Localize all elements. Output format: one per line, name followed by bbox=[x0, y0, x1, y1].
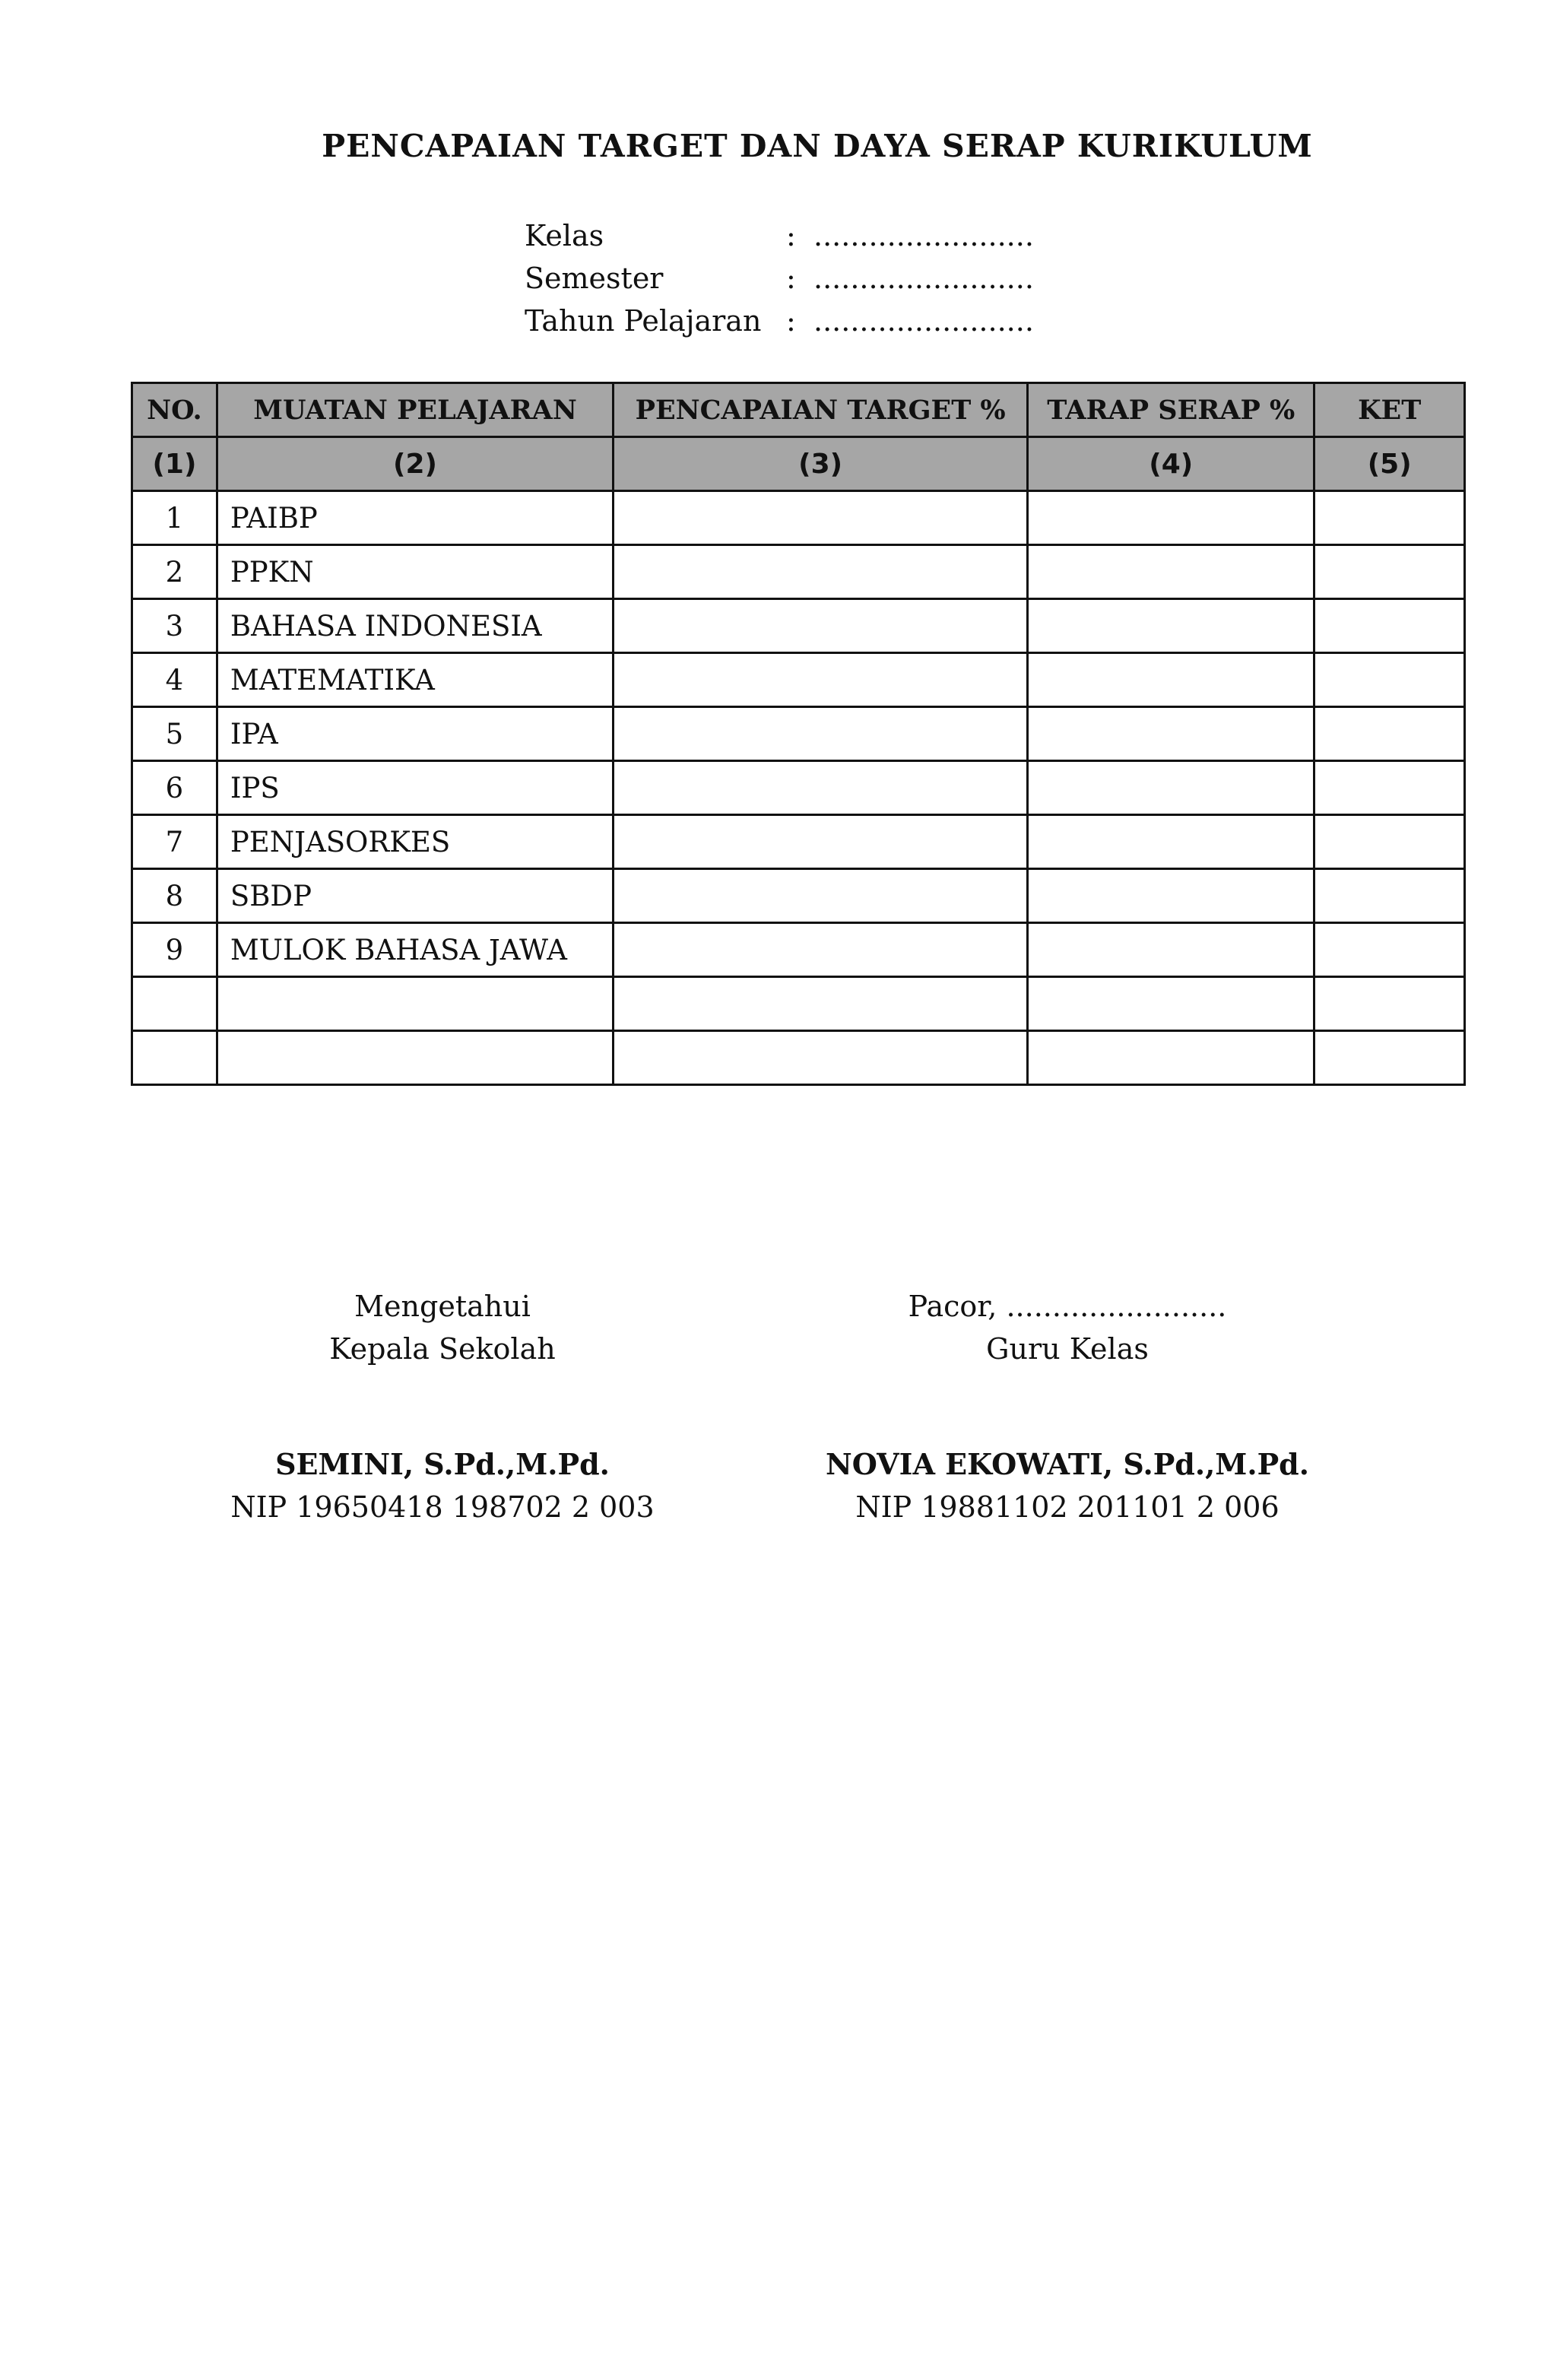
row-no: 5 bbox=[132, 707, 217, 761]
table-row bbox=[132, 707, 1465, 761]
header-ket: KET bbox=[1314, 383, 1465, 437]
row-no: 6 bbox=[132, 761, 217, 815]
row-subject: SBDP bbox=[217, 869, 613, 923]
header-no: NO. bbox=[132, 383, 217, 437]
table-header-row bbox=[132, 383, 1465, 437]
row-target bbox=[614, 869, 1028, 923]
info-row-tahun-pelajaran bbox=[525, 300, 1034, 342]
row-serap bbox=[1028, 491, 1314, 545]
colnum-4: (4) bbox=[1028, 437, 1314, 491]
info-row-kelas bbox=[525, 214, 1034, 257]
info-row-semester bbox=[525, 257, 1034, 300]
table-row bbox=[132, 1031, 1465, 1085]
row-ket bbox=[1314, 599, 1465, 653]
row-ket bbox=[1314, 977, 1465, 1031]
header-tarap-serap: TARAP SERAP % bbox=[1028, 383, 1314, 437]
row-subject bbox=[217, 977, 613, 1031]
page-title: PENCAPAIAN TARGET DAN DAYA SERAP KURIKULUM bbox=[322, 128, 1313, 164]
row-ket bbox=[1314, 1031, 1465, 1085]
row-subject: BAHASA INDONESIA bbox=[217, 599, 613, 653]
row-subject: MATEMATIKA bbox=[217, 653, 613, 707]
table-row bbox=[132, 545, 1465, 599]
row-subject bbox=[217, 1031, 613, 1085]
row-serap bbox=[1028, 761, 1314, 815]
table-row bbox=[132, 923, 1465, 977]
row-serap bbox=[1028, 545, 1314, 599]
colnum-3: (3) bbox=[614, 437, 1028, 491]
colnum-1: (1) bbox=[132, 437, 217, 491]
signature-line2: Kepala Sekolah bbox=[329, 1332, 556, 1366]
signature-block-teacher bbox=[801, 1285, 1333, 1528]
row-target bbox=[614, 599, 1028, 653]
row-serap bbox=[1028, 707, 1314, 761]
header-pencapaian-target: PENCAPAIAN TARGET % bbox=[614, 383, 1028, 437]
colnum-2: (2) bbox=[217, 437, 613, 491]
info-value: ........................ bbox=[813, 304, 1034, 338]
row-serap bbox=[1028, 869, 1314, 923]
table-row bbox=[132, 761, 1465, 815]
info-value: ........................ bbox=[813, 219, 1034, 252]
info-value: ........................ bbox=[813, 262, 1034, 295]
row-ket bbox=[1314, 815, 1465, 869]
info-colon: : bbox=[786, 304, 796, 338]
row-serap bbox=[1028, 815, 1314, 869]
row-target bbox=[614, 707, 1028, 761]
row-no: 9 bbox=[132, 923, 217, 977]
row-ket bbox=[1314, 923, 1465, 977]
row-serap bbox=[1028, 599, 1314, 653]
row-ket bbox=[1314, 545, 1465, 599]
row-no bbox=[132, 1031, 217, 1085]
colnum-5: (5) bbox=[1314, 437, 1465, 491]
row-target bbox=[614, 1031, 1028, 1085]
row-subject: PPKN bbox=[217, 545, 613, 599]
row-ket bbox=[1314, 491, 1465, 545]
signature-line2: Guru Kelas bbox=[986, 1332, 1149, 1366]
row-target bbox=[614, 815, 1028, 869]
row-subject: MULOK BAHASA JAWA bbox=[217, 923, 613, 977]
signature-line1: Pacor, ........................ bbox=[908, 1290, 1227, 1323]
row-ket bbox=[1314, 761, 1465, 815]
info-colon: : bbox=[786, 219, 796, 252]
table-row bbox=[132, 599, 1465, 653]
row-no: 7 bbox=[132, 815, 217, 869]
signature-name: SEMINI, S.Pd.,M.Pd. bbox=[275, 1447, 610, 1481]
table-row bbox=[132, 977, 1465, 1031]
info-label: Kelas bbox=[525, 219, 604, 252]
row-no: 3 bbox=[132, 599, 217, 653]
signature-line1: Mengetahui bbox=[354, 1290, 531, 1323]
row-serap bbox=[1028, 1031, 1314, 1085]
info-block bbox=[525, 214, 1034, 342]
row-no: 8 bbox=[132, 869, 217, 923]
table-row bbox=[132, 815, 1465, 869]
row-target bbox=[614, 653, 1028, 707]
row-no: 2 bbox=[132, 545, 217, 599]
row-no bbox=[132, 977, 217, 1031]
table-row bbox=[132, 653, 1465, 707]
row-serap bbox=[1028, 977, 1314, 1031]
row-serap bbox=[1028, 653, 1314, 707]
signature-nip: NIP 19881102 201101 2 006 bbox=[855, 1490, 1280, 1524]
info-label: Semester bbox=[525, 262, 664, 295]
row-target bbox=[614, 761, 1028, 815]
info-colon: : bbox=[786, 262, 796, 295]
signature-block-principal bbox=[176, 1285, 709, 1528]
row-no: 4 bbox=[132, 653, 217, 707]
row-subject: IPS bbox=[217, 761, 613, 815]
signature-name: NOVIA EKOWATI, S.Pd.,M.Pd. bbox=[826, 1447, 1309, 1481]
info-label: Tahun Pelajaran bbox=[525, 304, 762, 338]
row-target bbox=[614, 491, 1028, 545]
table-colnum-row bbox=[132, 437, 1465, 491]
row-no: 1 bbox=[132, 491, 217, 545]
table-row bbox=[132, 869, 1465, 923]
curriculum-table bbox=[131, 382, 1466, 1086]
row-ket bbox=[1314, 653, 1465, 707]
row-ket bbox=[1314, 707, 1465, 761]
row-subject: PENJASORKES bbox=[217, 815, 613, 869]
header-muatan-pelajaran: MUATAN PELAJARAN bbox=[217, 383, 613, 437]
row-subject: IPA bbox=[217, 707, 613, 761]
signature-nip: NIP 19650418 198702 2 003 bbox=[230, 1490, 655, 1524]
row-subject: PAIBP bbox=[217, 491, 613, 545]
row-target bbox=[614, 545, 1028, 599]
row-target bbox=[614, 977, 1028, 1031]
row-serap bbox=[1028, 923, 1314, 977]
table-row bbox=[132, 491, 1465, 545]
row-target bbox=[614, 923, 1028, 977]
row-ket bbox=[1314, 869, 1465, 923]
